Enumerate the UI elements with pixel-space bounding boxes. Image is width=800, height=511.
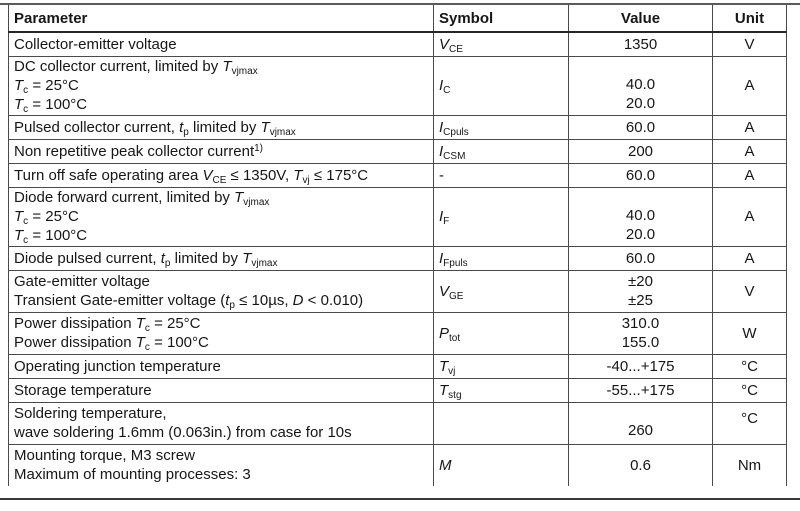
symbol-cell: $I_{Cpuls}$ <box>434 115 569 139</box>
symbol-cell <box>434 402 569 444</box>
parameter-cell: Soldering temperature, wave soldering 1.6mm (0.063in.) from case for 10s <box>9 402 434 444</box>
unit-cell: °C <box>713 378 787 402</box>
value-cell: 60.0 <box>569 246 713 270</box>
unit-cell: A <box>713 115 787 139</box>
table-row <box>9 378 787 402</box>
symbol-cell: $I_{Fpuls}$ <box>434 246 569 270</box>
symbol-cell: $T_{vj}$ <box>434 354 569 378</box>
symbol-cell: $I_{CSM}$ <box>434 139 569 163</box>
parameter-cell: Turn off safe operating area $V_{CE} \le 1350V$, $T_{vj} \le 175^\circ C$ <box>9 163 434 187</box>
unit-cell: A <box>713 56 787 115</box>
unit-cell: W <box>713 312 787 354</box>
value-cell: 310.0 155.0 <box>569 312 713 354</box>
unit-cell: V <box>713 270 787 312</box>
parameter-cell: Storage temperature <box>9 378 434 402</box>
value-cell: -40...+175 <box>569 354 713 378</box>
value-cell: 60.0 <box>569 115 713 139</box>
table-row <box>9 270 787 312</box>
column-header-unit: Unit <box>713 5 787 32</box>
symbol-cell: $V_{GE}$ <box>434 270 569 312</box>
parameter-cell: Diode forward current, limited by $T_{vjmax}$ $T_c = 25^\circ C$ $T_c = 100^\circ C$ <box>9 187 434 246</box>
table-header-row <box>9 5 787 32</box>
parameter-cell: Pulsed collector current, $t_p$ limited by $T_{vjmax}$ <box>9 115 434 139</box>
symbol-cell: $I_F$ <box>434 187 569 246</box>
value-cell: -55...+175 <box>569 378 713 402</box>
parameter-cell: DC collector current, limited by $T_{vjmax}$ $T_c = 25^\circ C$ $T_c = 100^\circ C$ <box>9 56 434 115</box>
symbol-cell: $P_{tot}$ <box>434 312 569 354</box>
value-cell: 40.0 20.0 <box>569 56 713 115</box>
unit-cell: A <box>713 139 787 163</box>
table-row <box>9 32 787 56</box>
parameter-cell: Diode pulsed current, $t_p$ limited by $T_{vjmax}$ <box>9 246 434 270</box>
column-header-value: Value <box>569 5 713 32</box>
unit-cell: V <box>713 32 787 56</box>
parameter-cell: Power dissipation $T_c = 25^\circ C$ Power dissipation $T_c = 100^\circ C$ <box>9 312 434 354</box>
symbol-cell: - <box>434 163 569 187</box>
value-cell: 1350 <box>569 32 713 56</box>
table-row <box>9 246 787 270</box>
unit-cell: Nm <box>713 444 787 486</box>
parameter-cell: Non repetitive peak collector current$^{1)}$ <box>9 139 434 163</box>
unit-cell: A <box>713 187 787 246</box>
value-cell: ±20 ±25 <box>569 270 713 312</box>
table-row <box>9 354 787 378</box>
bottom-rule <box>0 498 800 500</box>
value-cell: 260 <box>569 402 713 444</box>
symbol-cell: $V_{CE}$ <box>434 32 569 56</box>
unit-cell: A <box>713 163 787 187</box>
table-row <box>9 444 787 486</box>
table-row <box>9 187 787 246</box>
table-row <box>9 115 787 139</box>
value-cell: 60.0 <box>569 163 713 187</box>
table-body <box>9 32 787 486</box>
table-row <box>9 163 787 187</box>
column-header-parameter: Parameter <box>9 5 434 32</box>
value-cell: 0.6 <box>569 444 713 486</box>
symbol-cell: M <box>434 444 569 486</box>
unit-cell: A <box>713 246 787 270</box>
parameter-cell: Collector-emitter voltage <box>9 32 434 56</box>
value-cell: 40.0 20.0 <box>569 187 713 246</box>
parameter-cell: Gate-emitter voltage Transient Gate-emitter voltage ($t_p \le 10\mu s$, D < 0.010) <box>9 270 434 312</box>
table-row <box>9 56 787 115</box>
table-row <box>9 402 787 444</box>
unit-cell: °C <box>713 354 787 378</box>
symbol-cell: $I_C$ <box>434 56 569 115</box>
parameter-cell: Operating junction temperature <box>9 354 434 378</box>
column-header-symbol: Symbol <box>434 5 569 32</box>
value-cell: 200 <box>569 139 713 163</box>
unit-cell: °C <box>713 402 787 444</box>
parameter-cell: Mounting torque, M3 screw Maximum of mounting processes: 3 <box>9 444 434 486</box>
table-row <box>9 139 787 163</box>
maximum-ratings-table <box>8 5 787 486</box>
table-row <box>9 312 787 354</box>
symbol-cell: $T_{stg}$ <box>434 378 569 402</box>
